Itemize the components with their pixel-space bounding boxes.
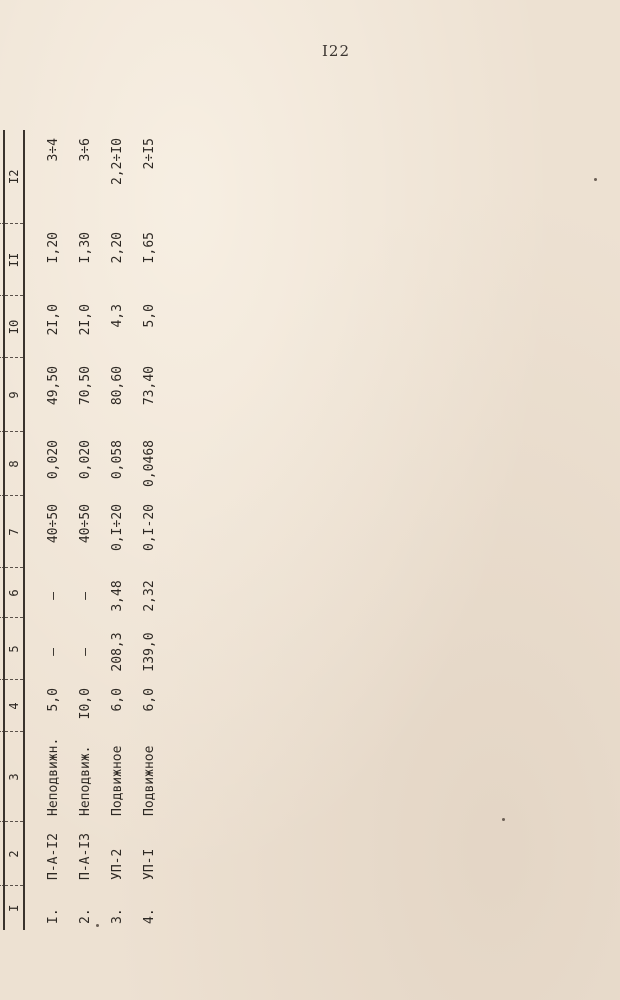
page-number: I22: [322, 42, 351, 60]
cell-mu: 2,32: [141, 580, 157, 612]
cell-qr: I39,0: [141, 632, 157, 672]
cell-re: 2,2÷I0: [109, 138, 125, 185]
cell-v: 73,40: [141, 366, 157, 406]
cell-qr: –: [77, 648, 93, 656]
cell-fr: I,20: [45, 232, 61, 264]
cell-qr: –: [45, 648, 61, 656]
cell-mu: –: [45, 592, 61, 600]
cell-q: I0,0: [77, 688, 93, 720]
paper-speck: [96, 924, 99, 927]
cell-delta: 4,3: [109, 304, 125, 328]
cell-d: 0,I÷20: [109, 504, 125, 551]
table-row: [133, 130, 165, 930]
cell-q: 5,0: [45, 688, 61, 712]
cell-delta: 5,0: [141, 304, 157, 328]
cell-number: 3.: [109, 908, 125, 924]
cell-bed-type: Неподвижн.: [45, 737, 61, 816]
cell-number: 2.: [77, 908, 93, 924]
cell-mu: 3,48: [109, 580, 125, 612]
column-number: 7: [4, 496, 24, 568]
cell-bed-type: Подвижное: [141, 745, 157, 816]
table-row: [101, 130, 133, 930]
cell-i: 0,058: [109, 440, 125, 480]
cell-bed-type: Неподвиж.: [77, 745, 93, 816]
column-number-row: [4, 130, 24, 930]
cell-v: 49,50: [45, 366, 61, 406]
cell-d: 0,I-20: [141, 504, 157, 551]
cell-qr: 208,3: [109, 632, 125, 672]
cell-fr: 2,20: [109, 232, 125, 264]
table-row: [69, 130, 101, 930]
cell-fr: I,30: [77, 232, 93, 264]
cell-i: 0,0468: [141, 440, 157, 487]
cell-q: 6,0: [109, 688, 125, 712]
column-number: II: [4, 224, 24, 296]
cell-v: 70,50: [77, 366, 93, 406]
cell-bed-type: Подвижное: [109, 745, 125, 816]
cell-number: 4.: [141, 908, 157, 924]
column-number: 4: [4, 680, 24, 732]
cell-re: 2÷I5: [141, 138, 157, 170]
column-number: I0: [4, 296, 24, 358]
table-row: [37, 130, 69, 930]
cell-re: 3÷4: [45, 138, 61, 162]
column-number: 8: [4, 432, 24, 496]
cell-mu: –: [77, 592, 93, 600]
cell-i: 0,020: [45, 440, 61, 480]
paper-speck: [594, 178, 597, 181]
cell-series: УП-2: [109, 848, 125, 880]
cell-number: I.: [45, 908, 61, 924]
cell-series: УП-I: [141, 848, 157, 880]
paper-speck: [502, 818, 505, 821]
cell-d: 40÷50: [45, 504, 61, 544]
data-table: [0, 130, 165, 930]
column-number: I: [4, 886, 24, 930]
cell-delta: 2I,0: [77, 304, 93, 336]
rotated-table-block: [7, 130, 550, 930]
column-number: 9: [4, 358, 24, 432]
column-number: 6: [4, 568, 24, 618]
cell-i: 0,020: [77, 440, 93, 480]
cell-q: 6,0: [141, 688, 157, 712]
column-number: 3: [4, 732, 24, 822]
cell-v: 80,60: [109, 366, 125, 406]
cell-d: 40÷50: [77, 504, 93, 544]
cell-fr: I,65: [141, 232, 157, 264]
cell-re: 3÷6: [77, 138, 93, 162]
cell-series: П-А-I3: [77, 833, 93, 880]
cell-series: П-А-I2: [45, 833, 61, 880]
cell-delta: 2I,0: [45, 304, 61, 336]
column-number: 5: [4, 618, 24, 680]
column-number: 2: [4, 822, 24, 886]
column-number: I2: [4, 130, 24, 224]
